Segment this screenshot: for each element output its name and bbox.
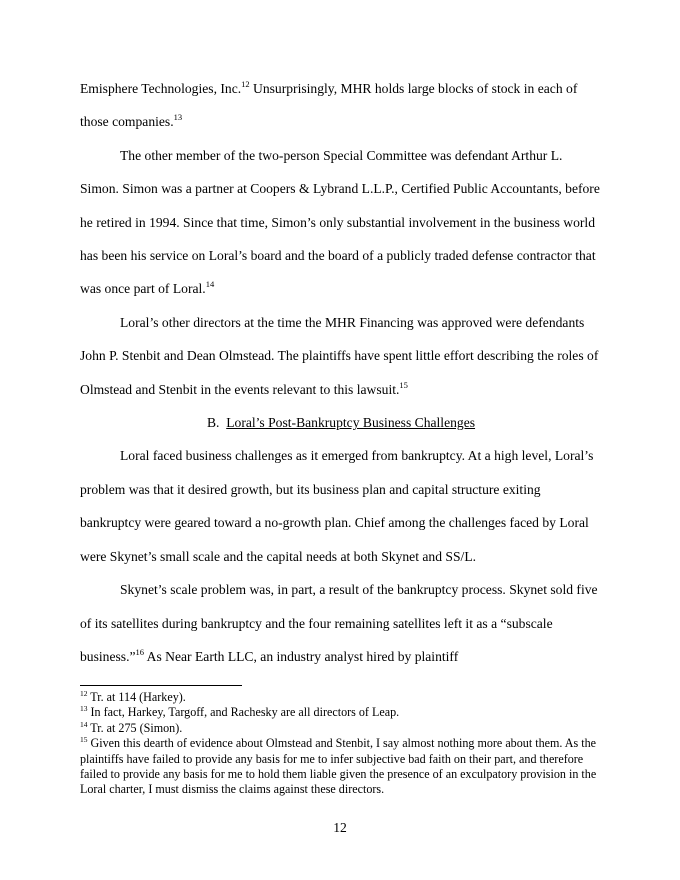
footnotes: [80, 690, 602, 798]
footnote-12: $^{12}$ Tr. at 114 (Harkey).: [80, 689, 186, 704]
paragraph-3: Loral’s other directors at the time the MHR Financing was approved were defendants John P. Stenbit and Dean Olmstead. The plaintiffs have spent little effort describing the roles of Olmstead and Stenbit in the events relevant to this lawsuit.$^{15}$: [80, 314, 599, 397]
footnote-15: $^{15}$ Given this dearth of evidence about Olmstead and Stenbit, I say almost nothing more about them. As the plaintiffs have failed to provide any basis for me to infer subjective bad faith on their part, and therefore failed to provide any basis for me to hold them liable given the presence of an exculpatory provision in the Loral charter, I must dismiss the claims against these directors.: [80, 735, 597, 797]
footnote-ref-13[interactable]: 13: [173, 112, 183, 123]
footnote-13: $^{13}$ In fact, Harkey, Targoff, and Rachesky are all directors of Leap.: [80, 704, 400, 720]
paragraph-4: Loral faced business challenges as it emerged from bankruptcy. At a high level, Loral’s problem was that it desired growth, but its business plan and capital structure exiting bankruptcy were geared toward a no-growth plan. Chief among the challenges faced by Loral were Skynet’s small scale and the capital needs at both Skynet and SS/L.: [80, 448, 594, 564]
paragraph-2: The other member of the two-person Special Committee was defendant Arthur L. Simon. Simon was a partner at Coopers & Lybrand L.L.P., Certified Public Accountants, before he retired in 1994. Since that time, Simon’s only substantial involvement in the business world has been his service on Loral’s board and the board of a publicly traded defense contractor that was once part of Loral.$^{14}$: [80, 147, 600, 297]
footnote-separator: [80, 685, 242, 686]
paragraph-1: Emisphere Technologies, Inc.$^{12}$ Unsurprisingly, MHR holds large blocks of stock in each of those companies.$^{13}$: [80, 79, 578, 130]
footnote-ref-16[interactable]: 16: [135, 646, 145, 657]
section-heading: [80, 406, 602, 439]
footnote-ref-14[interactable]: 14: [205, 279, 215, 290]
section-title: Loral’s Post-Bankruptcy Business Challenges: [226, 415, 476, 431]
footnote-14: $^{14}$ Tr. at 275 (Simon).: [80, 719, 183, 735]
footnote-ref-15[interactable]: 15: [399, 379, 408, 390]
paragraph-5: Skynet’s scale problem was, in part, a result of the bankruptcy process. Skynet sold five of its satellites during bankruptcy and the four remaining satellites left it as a “subscale business.”$^{16}$ As Near Earth LLC, an industry analyst hired by plaintiff: [80, 582, 598, 664]
footnote-ref-12[interactable]: 12: [241, 79, 250, 89]
section-letter: B.: [206, 415, 220, 431]
body-text: [80, 72, 602, 673]
page-number: 12: [333, 820, 347, 835]
